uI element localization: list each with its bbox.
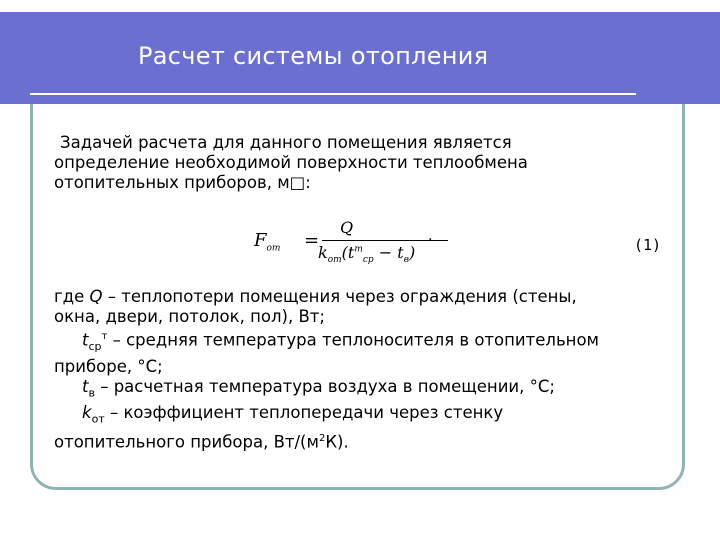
title-bar	[0, 12, 720, 104]
where-line-5: $t_в$ – расчетная температура воздуха в помещении, °С;	[82, 376, 555, 400]
title-underline	[30, 93, 636, 95]
formula-denominator: $k_{от}(t^т_{ср} - t_в)$	[318, 243, 416, 266]
equation-number: (1)	[634, 236, 662, 254]
intro-line-1: Задачей расчета для данного помещения является	[60, 133, 512, 152]
where-line-3: $t_{ср}^т$ – средняя температура теплоносителя в отопительном	[82, 330, 600, 353]
formula-lhs: $F_{от}$	[254, 230, 281, 254]
where-line-4: приборе, °С;	[54, 356, 163, 376]
intro-line-3: отопительных приборов, м□:	[54, 173, 311, 192]
formula	[254, 218, 454, 266]
where-line-7: отопительного прибора, $Вт/(м^2К)$.	[54, 432, 349, 452]
variables-definition	[54, 287, 599, 453]
intro-paragraph	[54, 133, 528, 193]
intro-line-2: определение необходимой поверхности теплообмена	[54, 153, 528, 172]
where-line-1: где Q – теплопотери помещения через ограждения (стены,	[54, 287, 577, 306]
formula-equals: =	[304, 230, 320, 251]
slide-title: Расчет системы отопления	[138, 42, 489, 70]
formula-numerator: Q	[340, 218, 354, 237]
where-line-6: $k_{от}$ – коэффициент теплопередачи через стенку	[82, 403, 504, 426]
where-line-2: окна, двери, потолок, пол), Вт;	[54, 307, 325, 326]
formula-period: .	[428, 228, 433, 244]
